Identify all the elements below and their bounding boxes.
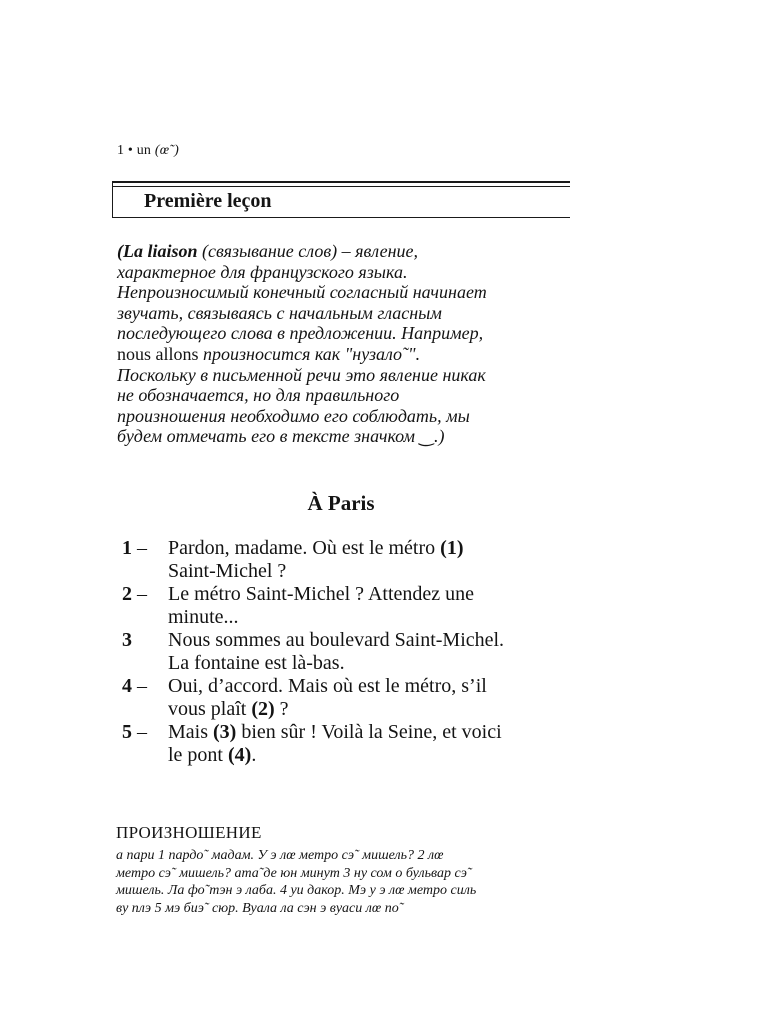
intro-line-2: характерное для французского языка.	[117, 261, 408, 282]
pronunciation-line: а пари 1 пардо˜ мадам. У э лœ метро сэ˜ мишель? 2 лœ	[116, 848, 444, 863]
pronunciation-text	[116, 847, 572, 917]
double-rule-top	[112, 181, 570, 183]
double-rule-second	[112, 186, 570, 187]
dialogue	[122, 537, 562, 767]
dialogue-line	[122, 537, 562, 583]
pronunciation-title: ПРОИЗНОШЕНИЕ	[116, 823, 262, 842]
line-text: Mais (3) bien sûr ! Voilà la Seine, et voici le pont (4).	[168, 721, 502, 766]
line-text: Pardon, madame. Où est le métro (1) Saint-Michel ?	[168, 537, 464, 582]
intro-line-1: (связывание слов) – явление,	[197, 241, 419, 261]
intro-line-10: будем отмечать его в тексте значком ‿.)	[117, 426, 445, 447]
dialogue-line	[122, 629, 562, 675]
lesson-heading-box	[112, 181, 570, 218]
line-number: 4 –	[122, 675, 147, 697]
intro-line-6: произносится как "нузало˜".	[198, 343, 421, 364]
dialogue-line	[122, 721, 562, 767]
page-number-word: un	[136, 143, 152, 158]
section-title-text: À Paris	[307, 491, 375, 515]
dialogue-line	[122, 583, 562, 629]
pronunciation-line: мишель. Ла фо˜тэн э лаба. 4 уи дакор. Мэ у э лœ метро силь	[116, 883, 477, 899]
lesson-title: Première leçon	[144, 190, 272, 212]
intro-example: nous allons	[117, 343, 199, 364]
intro-line-8: не обозначается, но для правильного	[117, 385, 400, 406]
intro-paragraph	[117, 241, 569, 447]
pronunciation-line: ву плэ 5 мэ биэ˜ сюр. Вуала ла сэн э вуаси лœ по˜	[116, 900, 404, 916]
intro-line-5: последующего слова в предложении. Например,	[117, 323, 484, 344]
line-number: 1 –	[122, 537, 147, 559]
line-number: 5 –	[122, 721, 147, 743]
intro-line-7: Поскольку в письменной речи это явление никак	[117, 364, 486, 385]
page-number-bullet: •	[127, 143, 134, 158]
line-text: Le métro Saint-Michel ? Attendez une minute...	[168, 583, 475, 628]
line-text: Oui, d’accord. Mais où est le métro, s’il vous plaît (2) ?	[168, 675, 487, 720]
intro-term: (La liaison	[117, 241, 198, 261]
intro-line-3: Непроизносимый конечный согласный начинает	[117, 282, 487, 303]
box-left-rule	[112, 181, 113, 218]
pronunciation-line: метро сэ˜ мишель? ата˜де юн минут 3 ну сом о бульвар сэ˜	[116, 865, 472, 881]
dialogue-line	[122, 675, 562, 721]
page-number-digit: 1	[117, 143, 125, 158]
page-number-pronunciation: (œ˜)	[154, 143, 179, 158]
line-number: 2 –	[122, 583, 147, 605]
intro-line-9: произношения необходимо его соблюдать, мы	[117, 405, 470, 426]
line-number: 3	[122, 629, 132, 651]
intro-line-4: звучать, связываясь с начальным гласным	[117, 302, 442, 323]
line-text: Nous sommes au boulevard Saint-Michel. La fontaine est là-bas.	[168, 629, 505, 674]
page-number	[117, 143, 179, 159]
box-bottom-rule	[112, 217, 570, 218]
section-title	[0, 491, 768, 516]
